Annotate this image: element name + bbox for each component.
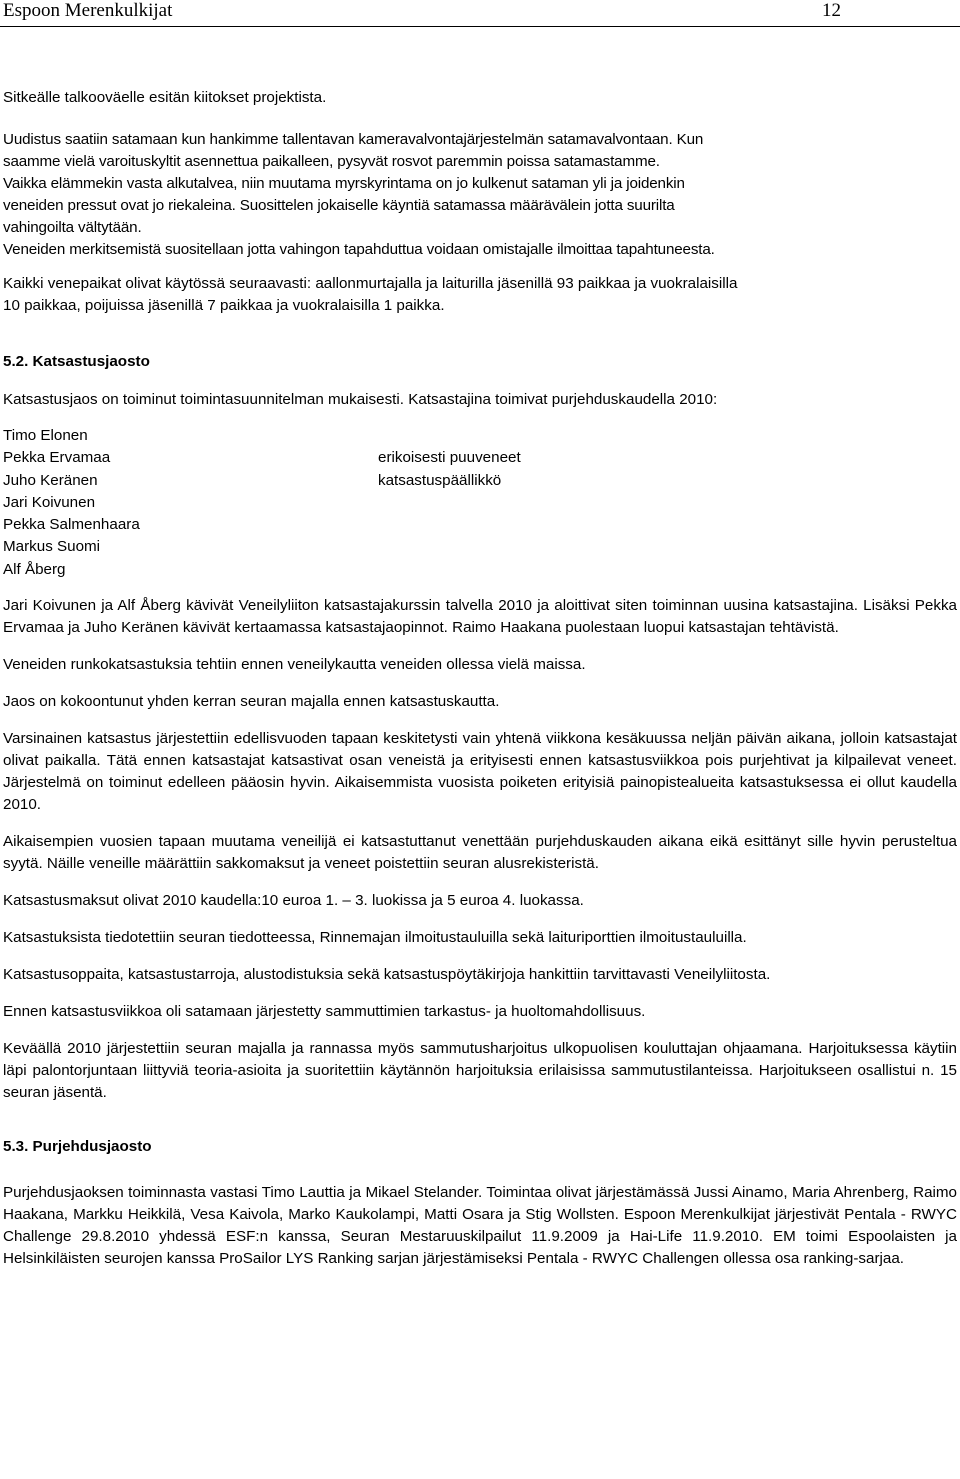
paragraph-main-inspection: Varsinainen katsastus järjestettiin edellisvuoden tapaan keskitetysti vain yhtenä viikkona kesäkuussa neljän päivän aikana, jolloin katsastajat olivat paikalla. Tätä ennen katsastajat katsastivat osan veneistä ja erityisesti ennen katsastusviikkoa pois purjehtivat ja kilpailevat veneet. Järjestelmä on toiminut edelleen pääosin hyvin. Aikaisemmista vuosista poiketen erityisiä painopistealueita katsastuksessa ei ollut kaudella 2010. <box>3 730 957 813</box>
paragraph-new-inspectors: Jari Koivunen ja Alf Åberg kävivät Veneilyliiton katsastajakurssin talvella 2010 ja aloittivat siten toiminnan uusina katsastajina. Lisäksi Pekka Ervamaa ja Juho Keränen kävivät kertaamassa katsastajaopinnot. Raimo Haakana puolestaan luopui katsastajan tehtävistä. <box>3 597 957 636</box>
text-line: Uudistus saatiin satamaan kun hankimme tallentavan kameravalvontajärjestelmän satamavalvontaan. Kun <box>3 131 704 148</box>
document-body <box>3 87 957 1270</box>
paragraph-sailing: Purjehdusjaoksen toiminnasta vastasi Timo Lauttia ja Mikael Stelander. Toimintaa olivat järjestämässä Jussi Ainamo, Maria Ahrenberg, Raimo Haakana, Markku Heikkilä, Vesa Kaivola, Marko Kaukolampi, Matti Osara ja Stig Wollsten. Espoon Merenkulkijat järjestivät Pentala - RWYC Challenge 29.8.2010 yhdessä ESF:n kanssa, Seuran Mestaruuskilpailut 11.9.2009 ja Hai-Life 11.9.2010. EM toimi Espoolaisten ja Helsinkiläisten seurojen kanssa ProSailor LYS Ranking sarjan järjestämiseksi Pentala - RWYC Challengen ollessa osa ranking-sarjaa. <box>3 1184 957 1267</box>
paragraph-meeting: Jaos on kokoontunut yhden kerran seuran majalla ennen katsastuskautta. <box>3 693 500 710</box>
section-heading-katsastusjaosto: 5.2. Katsastusjaosto <box>3 353 150 370</box>
inspector-name: Markus Suomi <box>3 538 101 556</box>
header-divider <box>0 26 960 27</box>
inspector-name: Timo Elonen <box>3 427 88 444</box>
text-line: vahingoilta vältytään. <box>3 219 142 236</box>
section-heading-purjehdusjaosto: 5.3. Purjehdusjaosto <box>3 1138 152 1155</box>
inspector-name: Pekka Ervamaa <box>3 449 111 467</box>
inspector-role: katsastuspäällikkö <box>378 471 502 489</box>
inspector-role <box>378 425 521 447</box>
page-header <box>0 0 960 26</box>
paragraph-surveillance <box>3 129 957 261</box>
inspector-names <box>3 425 140 581</box>
paragraph-announcements: Katsastuksista tiedotettiin seuran tiedotteessa, Rinnemajan ilmoitustauluilla sekä laituriporttien ilmoitustauluilla. <box>3 929 747 946</box>
inspector-name: Jari Koivunen <box>3 493 96 511</box>
inspector-role: erikoisesti puuveneet <box>378 449 521 467</box>
document-title: Espoon Merenkulkijat <box>3 0 173 21</box>
paragraph-uninspected: Aikaisempien vuosien tapaan muutama veneilijä ei katsastuttanut venettään purjehduskauden aikana eikä esittänyt sille hyvin perusteltua syytä. Näille veneille määrättiin sakkomaksut ja veneet poistettiin seuran alusrekisteristä. <box>3 833 957 872</box>
inspector-name: Alf Åberg <box>3 560 66 578</box>
inspector-list <box>3 425 957 578</box>
paragraph-hull-inspections: Veneiden runkokatsastuksia tehtiin ennen veneilykautta veneiden ollessa vielä maissa. <box>3 656 586 673</box>
text-line: veneiden pressut ovat jo riekaleina. Suosittelen jokaiselle käyntiä satamassa määrävälein jotta suurilta <box>3 197 675 214</box>
text-line: 10 paikkaa, poijuissa jäsenillä 7 paikkaa ja vuokralaisilla 1 paikka. <box>3 297 445 314</box>
text-line: Vaikka elämmekin vasta alkutalvea, niin muutama myrskyrintama on jo kulkenut sataman yli ja joidenkin <box>3 175 685 192</box>
text-line: saamme vielä varoituskyltit asennettua paikalleen, pysyvät rosvot paremmin poissa satamastamme. <box>3 153 660 170</box>
paragraph-supplies: Katsastusoppaita, katsastustarroja, alustodistuksia sekä katsastuspöytäkirjoja hankittiin tarvittavasti Veneilyliitosta. <box>3 966 771 983</box>
inspector-name: Pekka Salmenhaara <box>3 516 140 534</box>
text-line: Kaikki venepaikat olivat käytössä seuraavasti: aallonmurtajalla ja laiturilla jäsenillä 93 paikkaa ja vuokralaisilla <box>3 275 738 292</box>
inspector-roles <box>378 425 521 492</box>
paragraph-fire-drill: Keväällä 2010 järjestettiin seuran majalla ja rannassa myös sammutusharjoitus ulkopuolisen kouluttajan ohjaamana. Harjoituksessa käytiin läpi palontorjuntaan liittyviä teoria-asioita ja suoritettiin käytännön harjoituksia erilaisissa sammutustilanteissa. Harjoitukseen osallistui n. 15 seuran jäsentä. <box>3 1040 957 1101</box>
paragraph-fees: Katsastusmaksut olivat 2010 kaudella:10 euroa 1. – 3. luokissa ja 5 euroa 4. luokassa. <box>3 892 584 909</box>
paragraph-berths <box>3 273 957 317</box>
inspector-name: Juho Keränen <box>3 471 98 489</box>
paragraph-extinguishers: Ennen katsastusviikkoa oli satamaan järjestetty sammuttimien tarkastus- ja huoltomahdollisuus. <box>3 1003 646 1020</box>
paragraph-katsastus-intro: Katsastusjaos on toiminut toimintasuunnitelman mukaisesti. Katsastajina toimivat purjehduskaudella 2010: <box>3 391 718 408</box>
page-number: 12 <box>822 0 841 21</box>
text-line: Veneiden merkitsemistä suositellaan jotta vahingon tapahduttua voidaan omistajalle ilmoittaa tapahtuneesta. <box>3 241 715 258</box>
paragraph-thanks: Sitkeälle talkooväelle esitän kiitokset projektista. <box>3 89 327 106</box>
